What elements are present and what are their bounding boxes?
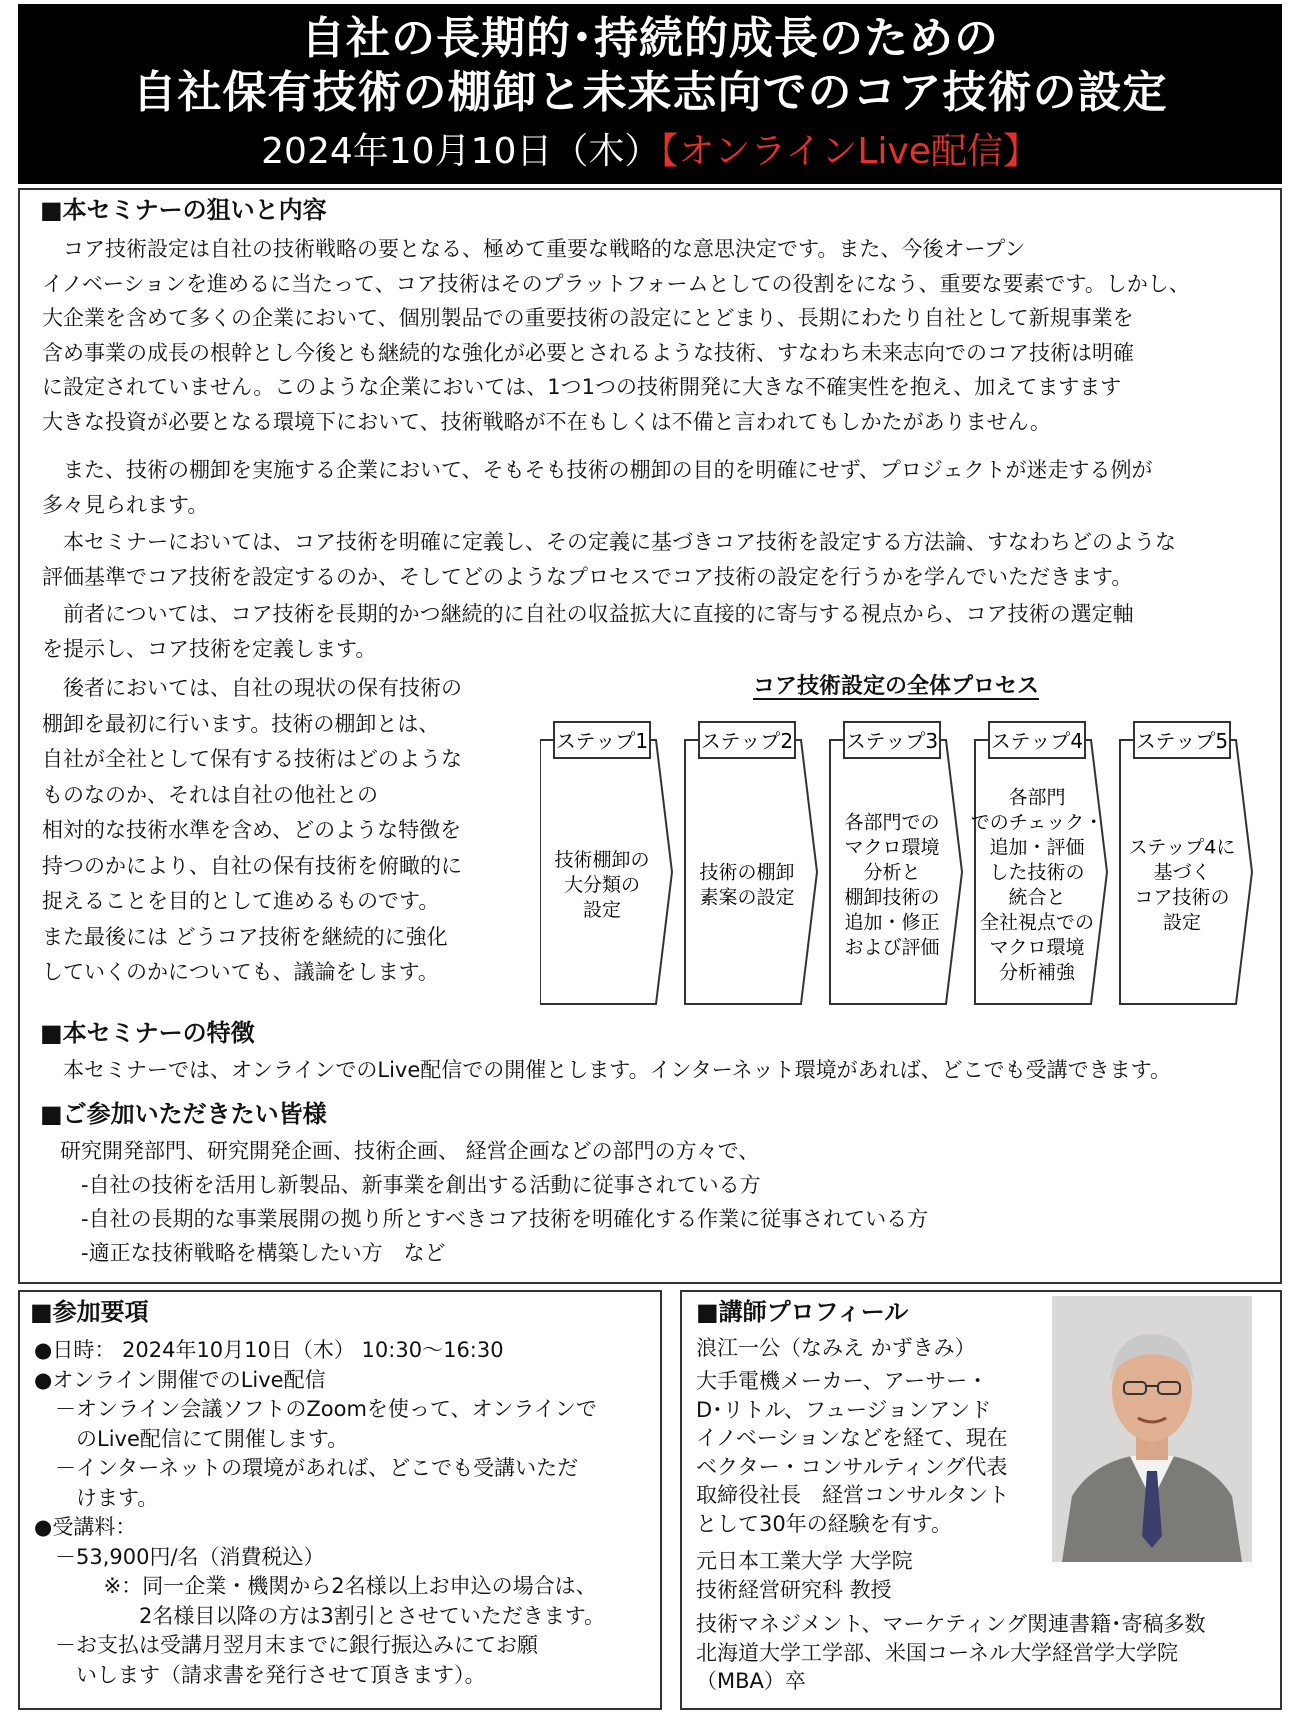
paragraph-line: 含め事業の成長の根幹とし今後とも継続的な強化が必要とされるような技術、すなわち未来志向でのコア技術は明確 [42,340,1134,365]
paragraph-line: 本セミナーにおいては、コア技術を明確に定義し、その定義に基づきコア技術を設定する方法論、すなわちどのような [42,530,1176,554]
features-text: 本セミナーでは、オンラインでのLive配信での開催とします。インターネット環境があれば、どこでも受講できます。 [42,1058,1171,1082]
step-text: 素案の設定 [699,886,795,909]
portrait-icon [1052,1296,1252,1562]
step-text: および評価 [844,936,940,959]
date-line [18,128,1282,176]
step-text: 技術棚卸の [554,849,650,871]
paragraph-line: に設定されていません。このような企業においては、1つ1つの技術開発に大きな不確実性を抱え、加えてますます [42,375,1122,399]
process-diagram [540,712,1270,1012]
step-text: 統合と [1008,886,1066,909]
lecturer-photo [1052,1296,1252,1562]
lecturer-position [696,1547,913,1604]
step-text: 全社視点での [979,911,1095,934]
career-line: D･リトル、フュージョンアンド [696,1397,992,1422]
step-text: マクロ環境 [844,836,940,859]
paragraph-line: 前者については、コア技術を長期的かつ継続的に自社の収益拡大に直接的に寄与する視点から、コア技術の選定軸 [42,602,1134,626]
extra-line: （MBA）卒 [696,1669,806,1693]
details-item: 2名様目以降の方は3割引とさせていただきます。 [34,1603,606,1628]
paragraph-line: ものなのか、それは自社の他社との [42,782,378,807]
step-text: 設定 [1162,911,1202,934]
position-line: 技術経営研究科 教授 [696,1577,892,1602]
purpose-heading: ■本セミナーの狙いと内容 [40,196,327,224]
title-line-2: 自社保有技術の棚卸と未来志向でのコア技術の設定 [132,67,1168,118]
process-step [971,722,1107,1004]
step-text: 分析補強 [998,961,1076,984]
details-item: ※：同一企業・機関から2名様以上お申込の場合は、 [34,1574,597,1598]
details-item: ●日時： 2024年10月10日（木） 10:30～16:30 [34,1338,504,1362]
process-title: コア技術設定の全体プロセス [752,674,1039,699]
audience-item: -自社の長期的な事業展開の拠り所とすべきコア技術を明確化する作業に従事されている方 [60,1207,929,1231]
paragraph-line: 大企業を含めて多くの企業において、個別製品での重要技術の設定にとどまり、長期にわたり自社として新規事業を [42,306,1134,330]
audience-item: 研究開発部門、研究開発企画、技術企画、 経営企画などの部門の方々で、 [60,1139,760,1163]
step-text: 分析と [863,861,921,884]
details-item: －オンライン会議ソフトのZoomを使って、オンラインで [34,1397,597,1421]
step-text: 大分類の [563,874,641,896]
details-item: けます。 [34,1485,159,1510]
paragraph-line: 大きな投資が必要となる環境下において、技術戦略が不在もしくは不備と言われてもしかたがありません。 [42,409,1051,434]
extra-line: 北海道大学工学部、米国コーネル大学経営学大学院 [696,1640,1178,1665]
process-step [1120,722,1252,1004]
career-line: 取締役社長 経営コンサルタント [696,1483,1010,1507]
position-line: 元日本工業大学 大学院 [696,1549,913,1573]
purpose-paragraph-5 [42,671,462,991]
paragraph-line: 捉えることを目的として進めるものです。 [42,889,440,913]
purpose-paragraph-1 [42,232,1190,439]
paragraph-line: 持つのかにより、自社の保有技術を俯瞰的に [42,853,462,878]
step-text: マクロ環境 [989,936,1085,959]
process-step [540,722,672,1004]
header-banner [18,4,1282,184]
step-text: 追加・評価 [989,836,1085,859]
audience-heading: ■ご参加いただきたい皆様 [40,1100,327,1128]
career-line: イノベーションなどを経て、現在 [696,1426,1008,1450]
step-label: ステップ4 [990,729,1084,753]
paragraph-line: また最後には どうコア技術を継続的に強化 [42,924,448,949]
step-text: した技術の [989,861,1085,884]
date-text: 2024年10月10日（木） [261,131,661,172]
audience-item: -適正な技術戦略を構築したい方 など [60,1241,446,1265]
step-text: でのチェック・ [970,811,1104,834]
details-item: －53,900円/名（消費税込） [34,1544,325,1569]
title-line-1: 自社の長期的･持続的成長のための [301,13,999,64]
paragraph-line: 相対的な技術水準を含め、どのような特徴を [42,818,462,842]
paragraph-line: していくのかについても、議論をします。 [42,960,439,984]
paragraph-line: 後者においては、自社の現状の保有技術の [42,676,462,700]
process-arrow [540,740,672,1004]
career-line: ベクター・コンサルティング代表 [696,1454,1008,1479]
details-item: －お支払は受講月翌月末までに銀行振込みにてお願 [34,1633,538,1657]
extra-line: 技術マネジメント、マーケティング関連書籍･寄稿多数 [696,1612,1206,1636]
process-step [830,722,962,1004]
step-text: 追加・修正 [844,911,940,934]
live-label: 【オンラインLive配信】 [660,131,1039,172]
profile-heading: ■講師プロフィール [696,1298,909,1326]
paragraph-line: また、技術の棚卸を実施する企業において、そもそも技術の棚卸の目的を明確にせず、プロジェクトが迷走する例が [42,458,1153,482]
purpose-paragraph-3 [42,525,1176,594]
paragraph-line: 自社が全社として保有する技術はどのような [42,747,462,771]
details-item: ●受講料： [34,1515,137,1539]
audience-list [60,1134,928,1270]
details-heading: ■参加要項 [30,1298,149,1326]
details-list [34,1336,605,1690]
paragraph-line: イノベーションを進めるに当たって、コア技術はそのプラットフォームとしての役割をになう、重要な要素です。しかし、 [42,271,1190,296]
step-text: 各部門 [1008,786,1066,809]
step-text: 基づく [1153,861,1211,884]
paragraph-line: コア技術設定は自社の技術戦略の要となる、極めて重要な戦略的な意思決定です。また、今後オープン [42,237,1026,261]
step-label: ステップ2 [700,729,794,753]
step-text: コア技術の [1134,886,1230,909]
step-label: ステップ5 [1135,729,1229,753]
lecturer-career [696,1367,1009,1538]
step-text: 技術の棚卸 [699,861,795,884]
purpose-paragraph-2 [42,453,1152,522]
career-line: 大手電機メーカー、アーサー・ [696,1369,989,1393]
process-step [685,722,817,1004]
lecturer-extra [696,1610,1205,1696]
paragraph-line: 多々見られます。 [42,492,209,517]
step-text: ステップ4に [1128,836,1236,859]
career-line: として30年の経験を有す。 [696,1511,953,1536]
paragraph-line: 棚卸を最初に行います。技術の棚卸とは、 [42,711,440,736]
details-item: ●オンライン開催でのLive配信 [34,1367,326,1392]
step-label: ステップ3 [845,729,939,753]
step-label: ステップ1 [555,729,649,753]
audience-item: -自社の技術を活用し新製品、新事業を創出する活動に従事されている方 [60,1173,761,1197]
purpose-paragraph-4 [42,597,1134,666]
step-text: 棚卸技術の [844,886,940,909]
paragraph-line: 評価基準でコア技術を設定するのか、そしてどのようなプロセスでコア技術の設定を行うかを学んでいただきます。 [42,564,1133,589]
details-item: のLive配信にて開催します。 [34,1426,349,1451]
details-item: －インターネットの環境があれば、どこでも受講いただ [34,1456,579,1480]
details-item: いします（請求書を発行させて頂きます）。 [34,1662,486,1687]
features-heading: ■本セミナーの特徴 [40,1019,255,1047]
step-text: 各部門での [844,811,940,834]
lecturer-name: 浪江一公（なみえ かずきみ） [696,1336,976,1360]
step-text: 設定 [582,899,622,921]
paragraph-line: を提示し、コア技術を定義します。 [42,636,377,661]
